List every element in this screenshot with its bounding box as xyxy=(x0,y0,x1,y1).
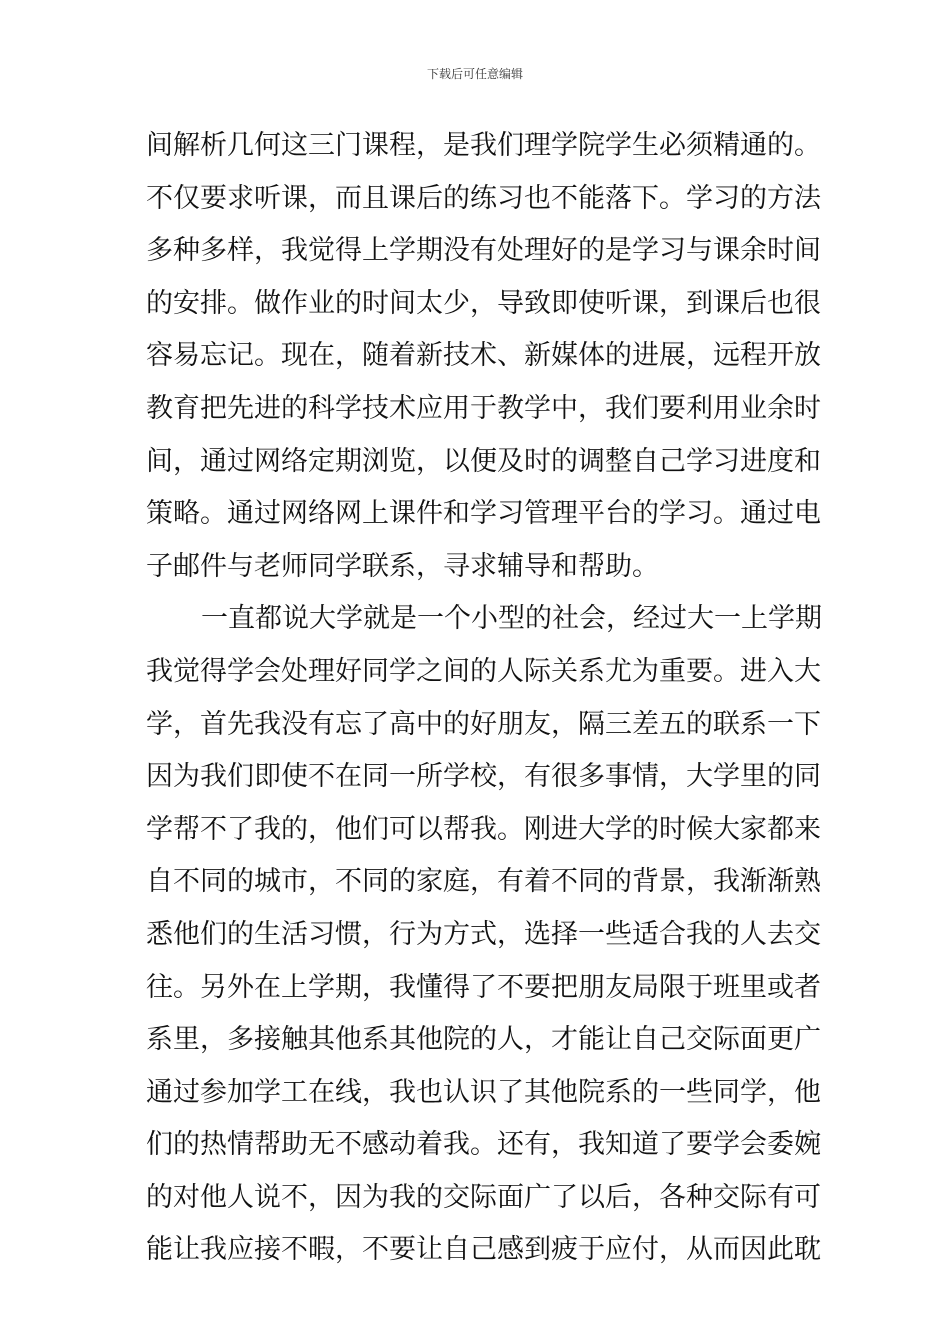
text-line: 间解析几何这三门课程，是我们理学院学生必须精通的。 xyxy=(146,130,821,161)
page-header: 下载后可任意编辑 xyxy=(426,67,523,81)
text-line: 的对他人说不，因为我的交际面广了以后，各种交际有可 xyxy=(146,1181,821,1213)
text-line: 系里，多接触其他系其他院的人，才能让自己交际面更广 xyxy=(146,1024,821,1056)
text-line: 能让我应接不暇，不要让自己感到疲于应付，从而因此耽 xyxy=(146,1234,821,1266)
text-line: 自不同的城市，不同的家庭，有着不同的背景，我渐渐熟 xyxy=(146,866,821,898)
text-line: 教育把先进的科学技术应用于教学中，我们要利用业余时 xyxy=(146,392,821,424)
text-line: 学，首先我没有忘了高中的好朋友，隔三差五的联系一下 xyxy=(146,708,821,740)
text-line: 悉他们的生活习惯，行为方式，选择一些适合我的人去交 xyxy=(146,918,821,950)
paragraph-1 xyxy=(146,120,821,593)
text-line: 策略。通过网络网上课件和学习管理平台的学习。通过电 xyxy=(146,498,821,530)
text-line: 一直都说大学就是一个小型的社会，经过大一上学期 xyxy=(201,603,822,635)
document-body xyxy=(146,120,822,1277)
text-line: 我觉得学会处理好同学之间的人际关系尤为重要。进入大 xyxy=(146,655,821,687)
text-line: 不仅要求听课，而且课后的练习也不能落下。学习的方法 xyxy=(146,182,821,214)
paragraph-2 xyxy=(146,593,822,1277)
text-line: 因为我们即使不在同一所学校，有很多事情，大学里的同 xyxy=(146,761,821,793)
text-line: 学帮不了我的，他们可以帮我。刚进大学的时候大家都来 xyxy=(146,813,821,845)
text-line: 间，通过网络定期浏览，以便及时的调整自己学习进度和 xyxy=(146,445,821,477)
text-line: 通过参加学工在线，我也认识了其他院系的一些同学，他 xyxy=(146,1076,821,1108)
text-line: 子邮件与老师同学联系，寻求辅导和帮助。 xyxy=(146,550,659,582)
text-line: 多种多样，我觉得上学期没有处理好的是学习与课余时间 xyxy=(146,235,821,267)
text-line: 容易忘记。现在，随着新技术、新媒体的进展，远程开放 xyxy=(146,340,821,372)
text-line: 往。另外在上学期，我懂得了不要把朋友局限于班里或者 xyxy=(146,971,821,1003)
text-line: 们的热情帮助无不感动着我。还有，我知道了要学会委婉 xyxy=(146,1129,821,1161)
text-line: 的安排。做作业的时间太少，导致即使听课，到课后也很 xyxy=(146,287,821,319)
